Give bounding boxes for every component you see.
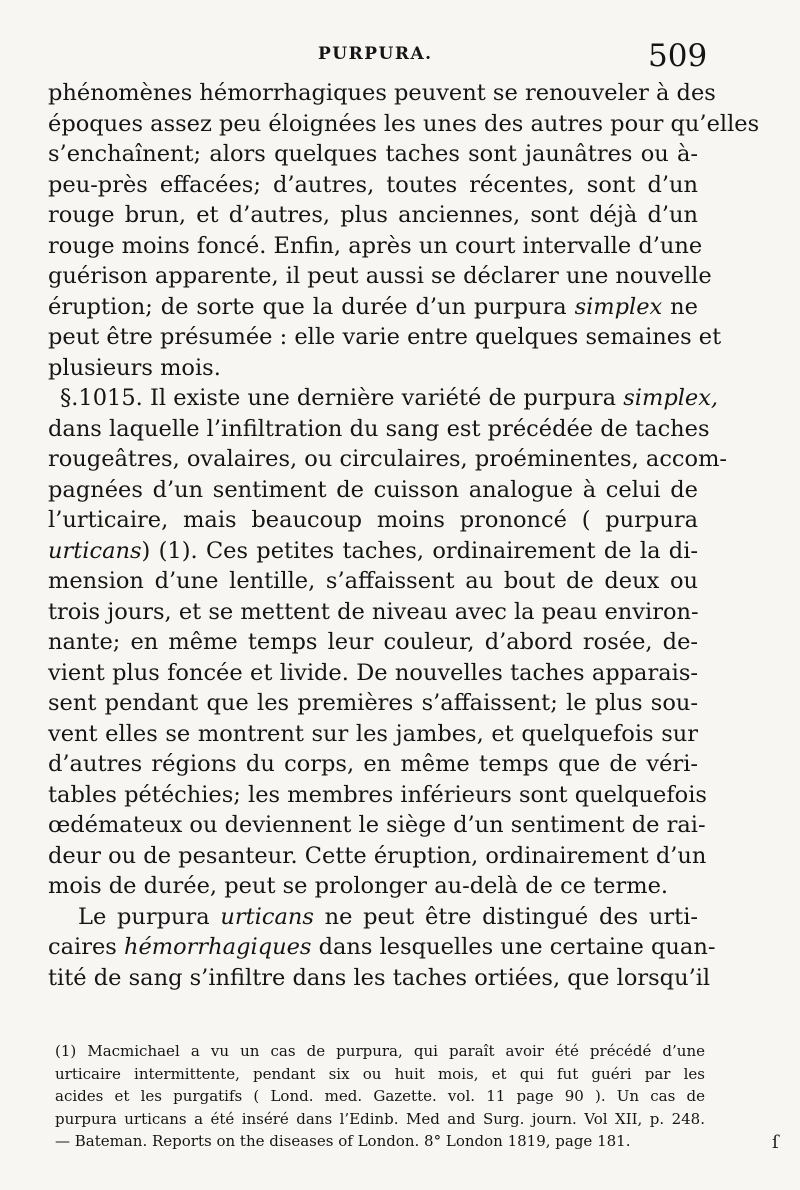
italic-term: urticans: [48, 537, 142, 564]
italic-term: urticans: [220, 903, 314, 930]
text-line: époques assez peu éloignées les unes des autres pour qu’elles: [48, 110, 760, 137]
text-run: ) (1). Ces petites taches, ordinairement de la di-: [141, 537, 698, 564]
text-line: [48, 292, 698, 323]
text-line: œdémateux ou deviennent le siège d’un sentiment de rai-: [48, 812, 706, 838]
italic-term: simplex,: [623, 385, 719, 411]
text-line: guérison apparente, il peut aussi se déclarer une nouvelle: [48, 263, 712, 289]
footnote: [55, 1040, 705, 1153]
paragraph-3: [48, 902, 716, 994]
footnote-line: acides et les purgatifs ( Lond. med. Gazette. vol. 11 page 90 ). Un cas de: [55, 1087, 705, 1105]
footnote-line: purpura urticans a été inséré dans l’Edinb. Med and Surg. journ. Vol XII, p. 248.: [55, 1109, 705, 1128]
footnote-line: urticaire intermittente, pendant six ou huit mois, et qui fut guéri par les: [55, 1064, 705, 1083]
text-line: [48, 536, 698, 567]
text-run: ne peut être distingué des urti-: [313, 903, 698, 930]
text-line: plusieurs mois.: [48, 354, 221, 381]
text-line: vient plus foncée et livide. De nouvelles taches apparais-: [48, 659, 698, 686]
text-run: dans lesquelles une certaine quan-: [311, 934, 716, 960]
text-line: mension d’une lentille, s’affaissent au bout de deux ou: [48, 568, 698, 594]
text-run: ne: [662, 293, 698, 320]
body-text: [48, 78, 760, 993]
text-line: dans laquelle l’infiltration du sang est précédée de taches: [48, 415, 710, 442]
section-heading-line: [48, 383, 719, 414]
text-line: rougeâtres, ovalaires, ou circulaires, proéminentes, accom-: [48, 446, 728, 472]
text-line: peut être présumée : elle varie entre quelques semaines et: [48, 324, 722, 350]
paragraph-1: [48, 78, 760, 383]
text-line: [48, 902, 698, 933]
text-line: peu-près effacées; d’autres, toutes récentes, sont d’un: [48, 171, 698, 198]
text-line: mois de durée, peut se prolonger au-delà de ce terme.: [48, 873, 669, 899]
text-line: sent pendant que les premières s’affaissent; le plus sou-: [48, 690, 698, 716]
text-line: [48, 932, 716, 963]
text-line: nante; en même temps leur couleur, d’abord rosée, de-: [48, 629, 698, 655]
text-line: l’urticaire, mais beaucoup moins prononcé ( purpura: [48, 507, 698, 533]
running-title: PURPURA.: [318, 44, 433, 64]
text-line: vent elles se montrent sur les jambes, et quelquefois sur: [48, 720, 698, 747]
page-header: [0, 38, 800, 78]
text-run: éruption; de sorte que la durée d’un purpura: [48, 293, 575, 320]
text-line: d’autres régions du corps, en même temps que de véri-: [48, 751, 698, 777]
text-line: s’enchaînent; alors quelques taches sont jaunâtres ou à-: [48, 141, 698, 167]
text-line: rouge moins foncé. Enfin, après un court intervalle d’une: [48, 232, 703, 259]
italic-term: hémorrhagiques: [123, 934, 312, 960]
paragraph-2: [48, 383, 728, 902]
margin-mark: ſ: [772, 1132, 779, 1153]
text-line: tables pétéchies; les membres inférieurs sont quelquefois: [48, 781, 707, 808]
text-line: tité de sang s’infiltre dans les taches ortiées, que lorsqu’il: [48, 964, 711, 991]
text-line: trois jours, et se mettent de niveau avec la peau environ-: [48, 598, 699, 625]
text-line: pagnées d’un sentiment de cuisson analogue à celui de: [48, 476, 698, 503]
text-line: phénomènes hémorrhagiques peuvent se renouveler à des: [48, 80, 716, 106]
text-run: caires: [48, 934, 124, 960]
footnote-line: — Bateman. Reports on the diseases of London. 8° London 1819, page 181.: [55, 1132, 631, 1150]
text-run: §.1015. Il existe une dernière variété de purpura: [60, 385, 624, 411]
text-run: Le purpura: [78, 903, 221, 930]
footnote-line: (1) Macmichael a vu un cas de purpura, qui paraît avoir été précédé d’une: [55, 1042, 705, 1060]
text-line: rouge brun, et d’autres, plus anciennes, sont déjà d’un: [48, 202, 698, 228]
text-line: deur ou de pesanteur. Cette éruption, ordinairement d’un: [48, 842, 707, 869]
page-number: 509: [648, 38, 708, 74]
italic-term: simplex: [574, 293, 663, 320]
